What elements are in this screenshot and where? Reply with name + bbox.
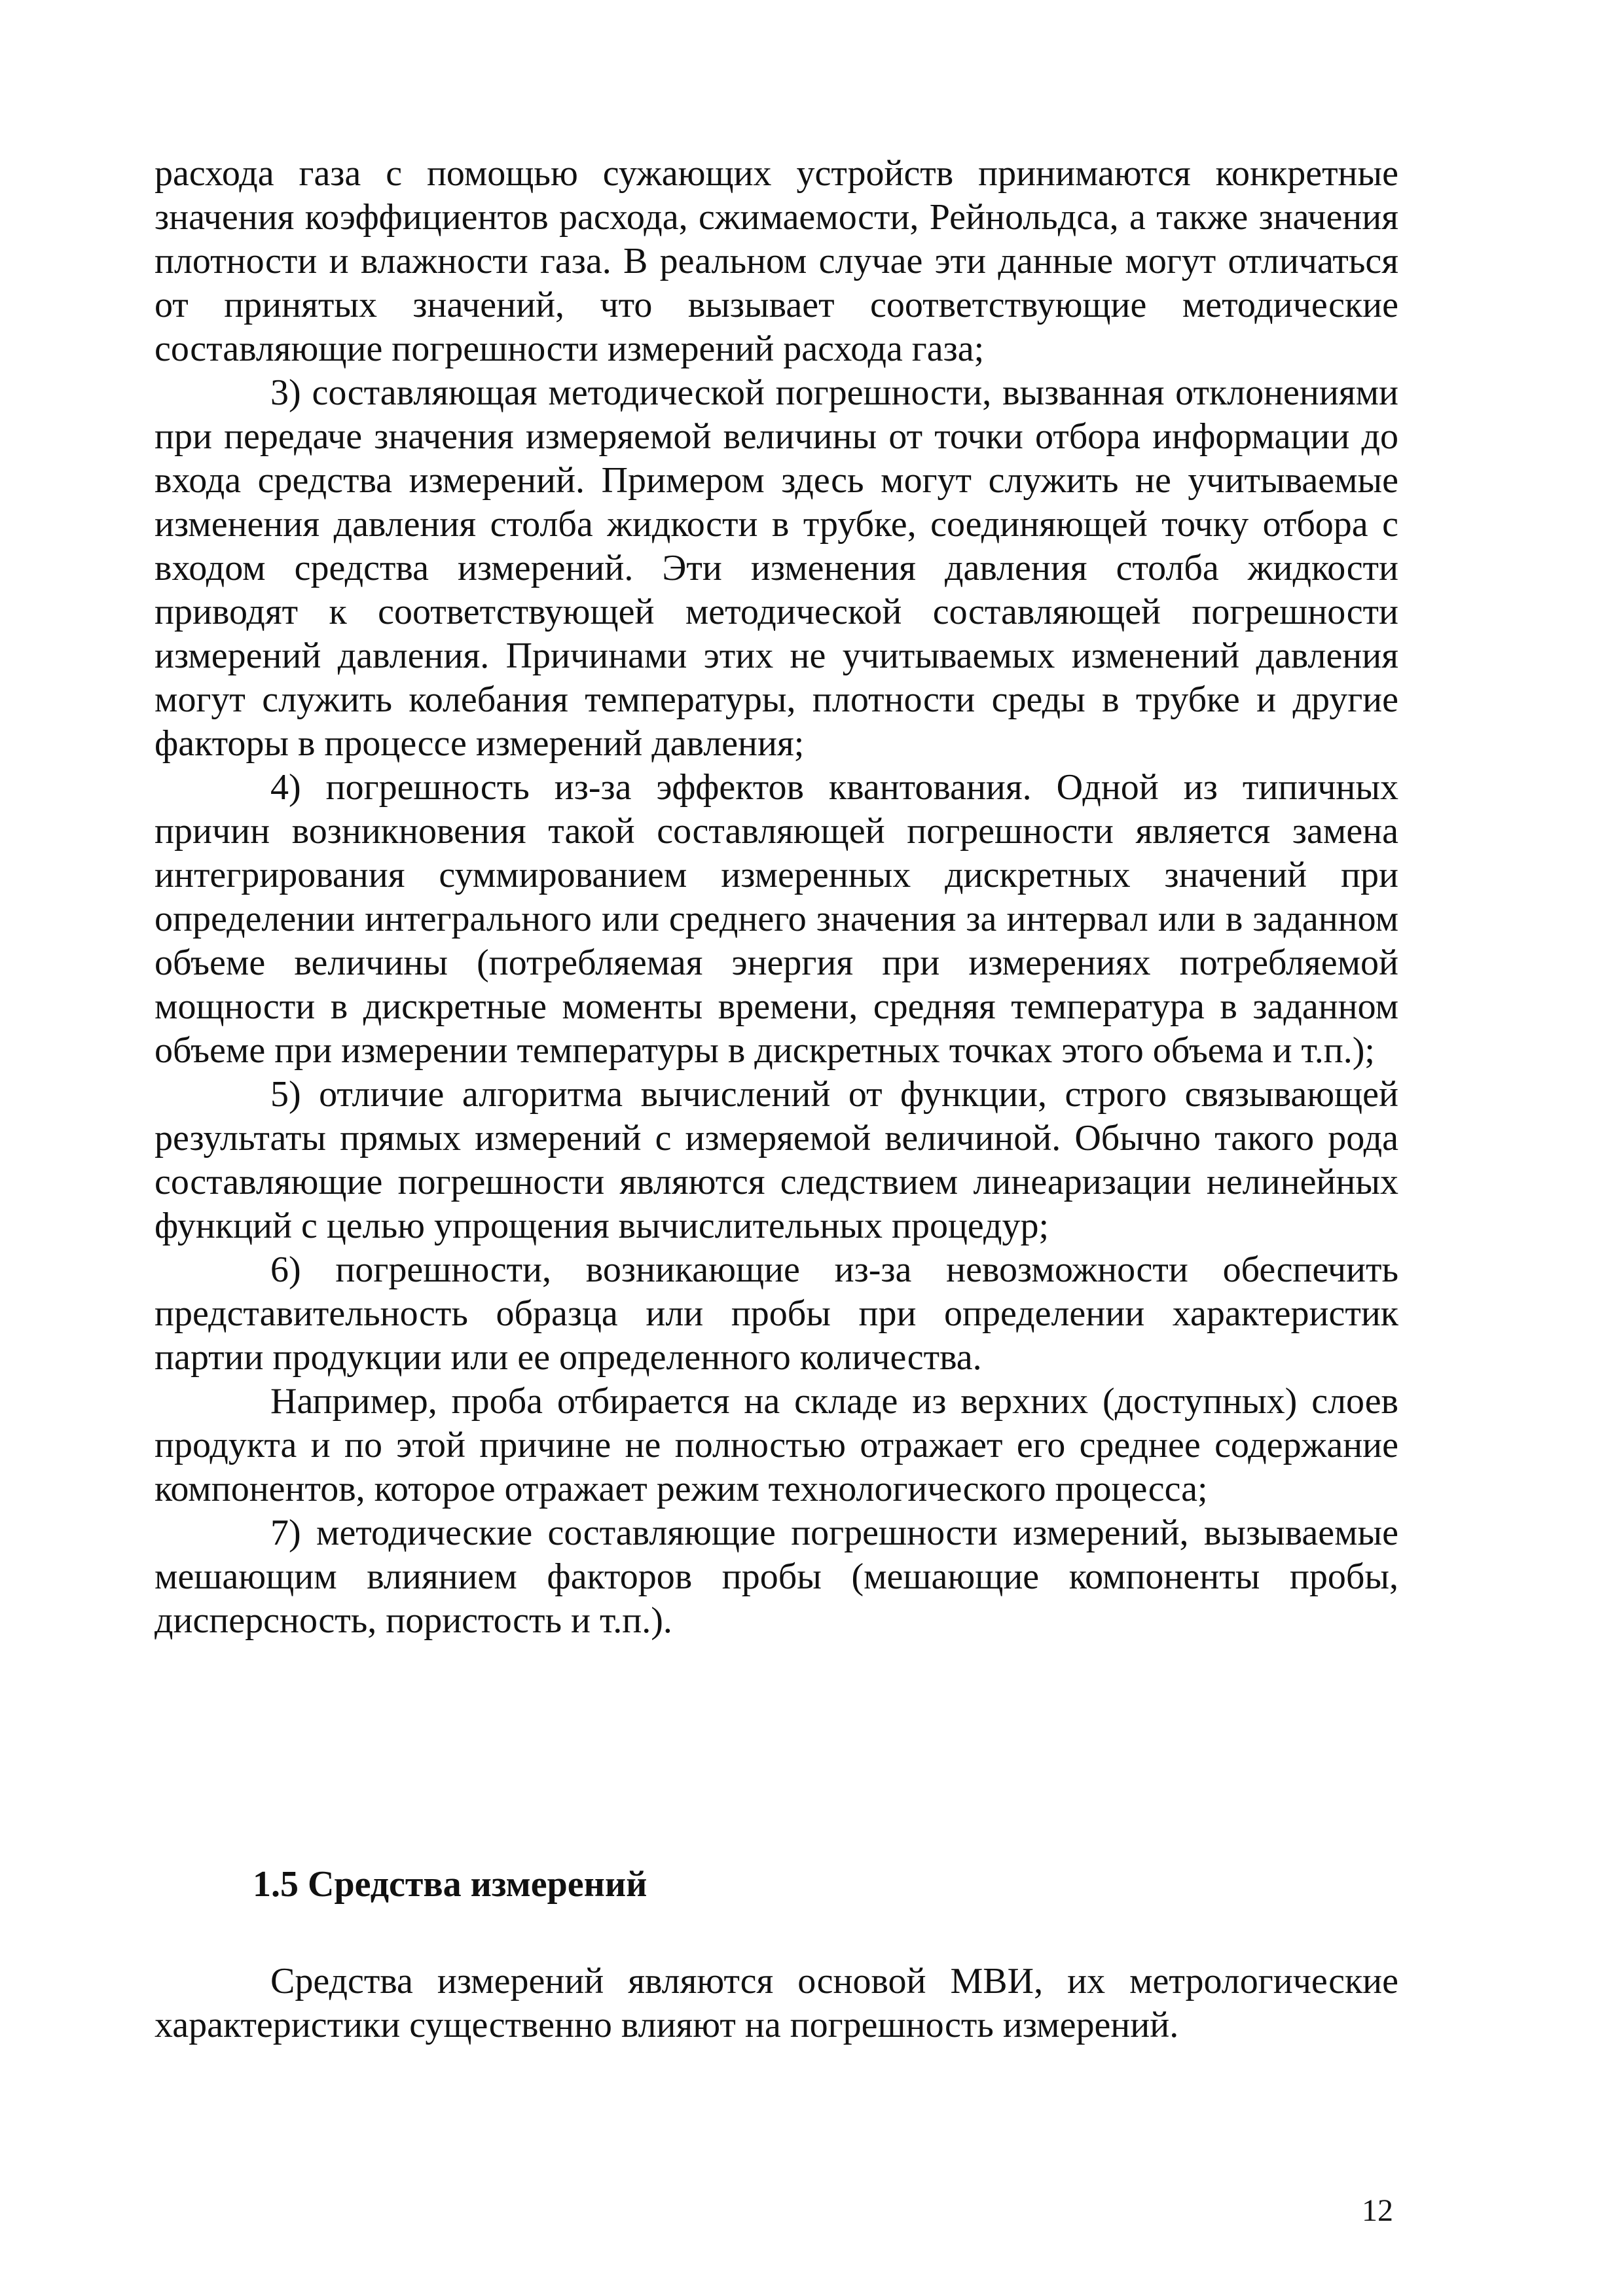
paragraph-item-7: 7) методические составляющие погрешности измерений, вызываемые мешающим влиянием факторов пробы (мешающие компоненты пробы, дисперсность, пористость и т.п.). (155, 1513, 1398, 1641)
paragraph-item-3: 3) составляющая методической погрешности, вызванная отклонениями при передаче значения измеряемой величины от точки отбора информации до входа средства измерений. Примером здесь могут служить не учитываемые изменения давления столба жидкости в трубке, соединяющей точку отбора с входом средства измерений. Эти изменения давления столба жидкости приводят к соответствующей методической составляющей погрешности измерений давления. Причинами этих не учитываемых изменений давления могут служить колебания температуры, плотности среды в трубке и другие факторы в процессе измерений давления; (155, 372, 1398, 764)
page-number: 12 (1362, 2193, 1393, 2228)
paragraph-item-6: 6) погрешности, возникающие из-за невозможности обеспечить представительность образца или пробы при определении характеристик партии продукции или ее определенного количества. (155, 1249, 1398, 1378)
paragraph-continuation: расхода газа с помощью сужающих устройств принимаются конкретные значения коэффициентов расхода, сжимаемости, Рейнольдса, а также значения плотности и влажности газа. В реальном случае эти данные могут отличаться от принятых значений, что вызывает соответствующие методические составляющие погрешности измерений расхода газа; (155, 153, 1398, 369)
section-body (155, 1960, 1398, 2047)
paragraph-example: Например, проба отбирается на складе из верхних (доступных) слоев продукта и по этой причине не полностью отражает его среднее содержание компонентов, которое отражает режим технологического процесса; (155, 1381, 1398, 1509)
body-text (155, 152, 1398, 1643)
paragraph-item-4: 4) погрешность из-за эффектов квантования. Одной из типичных причин возникновения такой составляющей погрешности является замена интегрирования суммированием измеренных дискретных значений при определении интегрального или среднего значения за интервал или в заданном объеме величины (потребляемая энергия при измерениях потребляемой мощности в дискретные моменты времени, средняя температура в заданном объеме при измерении температуры в дискретных точках этого объема и т.п.); (155, 767, 1398, 1071)
section-heading: 1.5 Средства измерений (253, 1864, 647, 1905)
paragraph-item-5: 5) отличие алгоритма вычислений от функции, строго связывающей результаты прямых измерений с измеряемой величиной. Обычно такого рода составляющие погрешности являются следствием линеаризации нелинейных функций с целью упрощения вычислительных процедур; (155, 1074, 1398, 1246)
section-paragraph: Средства измерений являются основой МВИ, их метрологические характеристики существенно влияют на погрешность измерений. (155, 1961, 1398, 2045)
